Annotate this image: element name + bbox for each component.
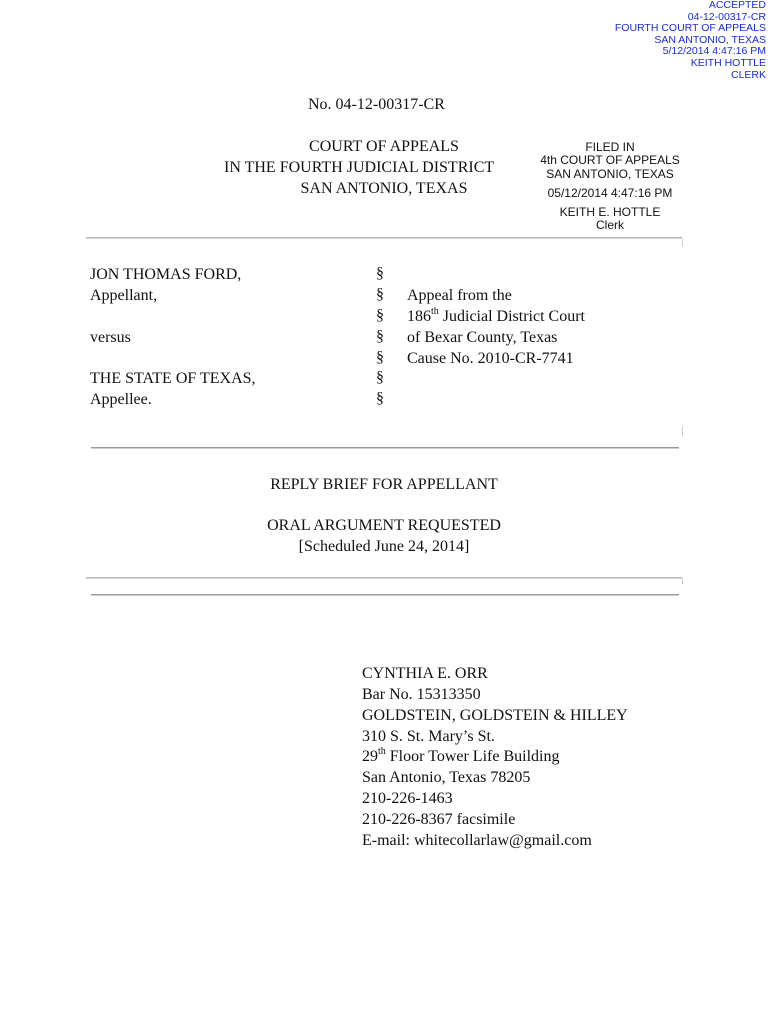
title-bottom-rule-2: [91, 594, 679, 596]
brief-title: REPLY BRIEF FOR APPELLANT: [270, 476, 498, 493]
attorney-floor-number: 29: [362, 748, 378, 765]
filed-in-label: FILED IN: [585, 140, 635, 154]
appeal-cause-number: Cause No. 2010-CR-7741: [407, 350, 574, 367]
section-symbol: §: [376, 306, 384, 324]
appellee-role: Appellee.: [90, 391, 152, 408]
acceptance-stamp: [596, 0, 766, 81]
appeal-line-1: Appeal from the: [407, 287, 512, 304]
caption-bottom-tick: [682, 426, 683, 436]
court-line-1: COURT OF APPEALS: [309, 138, 459, 155]
court-line-3: SAN ANTONIO, TEXAS: [300, 180, 468, 197]
stamp-line-accepted: ACCEPTED: [708, 0, 766, 11]
stamp-line-city: SAN ANTONIO, TEXAS: [654, 33, 766, 46]
oral-argument-title: ORAL ARGUMENT REQUESTED: [267, 517, 501, 534]
section-symbol-column: [376, 264, 384, 410]
attorney-city: San Antonio, Texas 78205: [362, 769, 531, 786]
attorney-floor-suffix: th: [378, 745, 386, 757]
appeal-district-number: 186: [407, 308, 431, 325]
caption-top-tick: [682, 239, 683, 247]
scheduled-date: [Scheduled June 24, 2014]: [298, 538, 470, 555]
appeal-district-rest: Judicial District Court: [438, 308, 585, 325]
attorney-bar-number: Bar No. 15313350: [362, 686, 481, 703]
section-symbol: §: [376, 285, 384, 303]
appellee-name: THE STATE OF TEXAS,: [90, 370, 256, 387]
attorney-floor-rest: Floor Tower Life Building: [385, 748, 560, 765]
section-symbol: §: [376, 348, 384, 366]
stamp-line-datetime: 5/12/2014 4:47:16 PM: [662, 45, 766, 58]
filed-stamp: [532, 141, 688, 232]
stamp-line-case-number: 04-12-00317-CR: [687, 10, 766, 23]
court-line-2: IN THE FOURTH JUDICIAL DISTRICT: [224, 159, 495, 176]
filed-clerk-name: KEITH E. HOTTLE: [559, 204, 661, 219]
attorney-firm: GOLDSTEIN, GOLDSTEIN & HILLEY: [362, 707, 628, 724]
attorney-phone: 210-226-1463: [362, 790, 453, 807]
section-symbol: §: [376, 390, 384, 408]
filed-datetime: 05/12/2014 4:47:16 PM: [547, 186, 673, 201]
appellant-name: JON THOMAS FORD,: [90, 266, 242, 283]
filed-clerk-title: Clerk: [595, 218, 624, 233]
attorney-street: 310 S. St. Mary’s St.: [362, 728, 495, 745]
filed-city: SAN ANTONIO, TEXAS: [546, 166, 674, 181]
section-symbol: §: [376, 265, 384, 282]
caption-bottom-rule: [91, 447, 679, 449]
section-symbol: §: [376, 369, 384, 387]
attorney-floor: [362, 746, 559, 767]
attorney-name: CYNTHIA E. ORR: [362, 665, 488, 682]
case-number: No. 04-12-00317-CR: [308, 96, 445, 113]
versus-label: versus: [90, 329, 131, 346]
filed-court: 4th COURT OF APPEALS: [540, 153, 680, 168]
stamp-line-clerk-title: CLERK: [730, 68, 766, 81]
attorney-fax: 210-226-8367 facsimile: [362, 811, 516, 828]
appellant-role: Appellant,: [90, 287, 158, 304]
appeal-line-2: [407, 306, 585, 327]
appeal-district-suffix: th: [431, 305, 439, 317]
stamp-line-court: FOURTH COURT OF APPEALS: [614, 22, 766, 35]
stamp-line-clerk-name: KEITH HOTTLE: [690, 56, 766, 69]
attorney-email[interactable]: E-mail: whitecollarlaw@gmail.com: [362, 832, 592, 849]
title-bottom-rule: [86, 577, 682, 579]
section-symbol: §: [376, 327, 384, 345]
appeal-line-3: of Bexar County, Texas: [407, 329, 558, 346]
title-bottom-tick: [682, 578, 683, 584]
caption-top-rule: [86, 237, 682, 239]
